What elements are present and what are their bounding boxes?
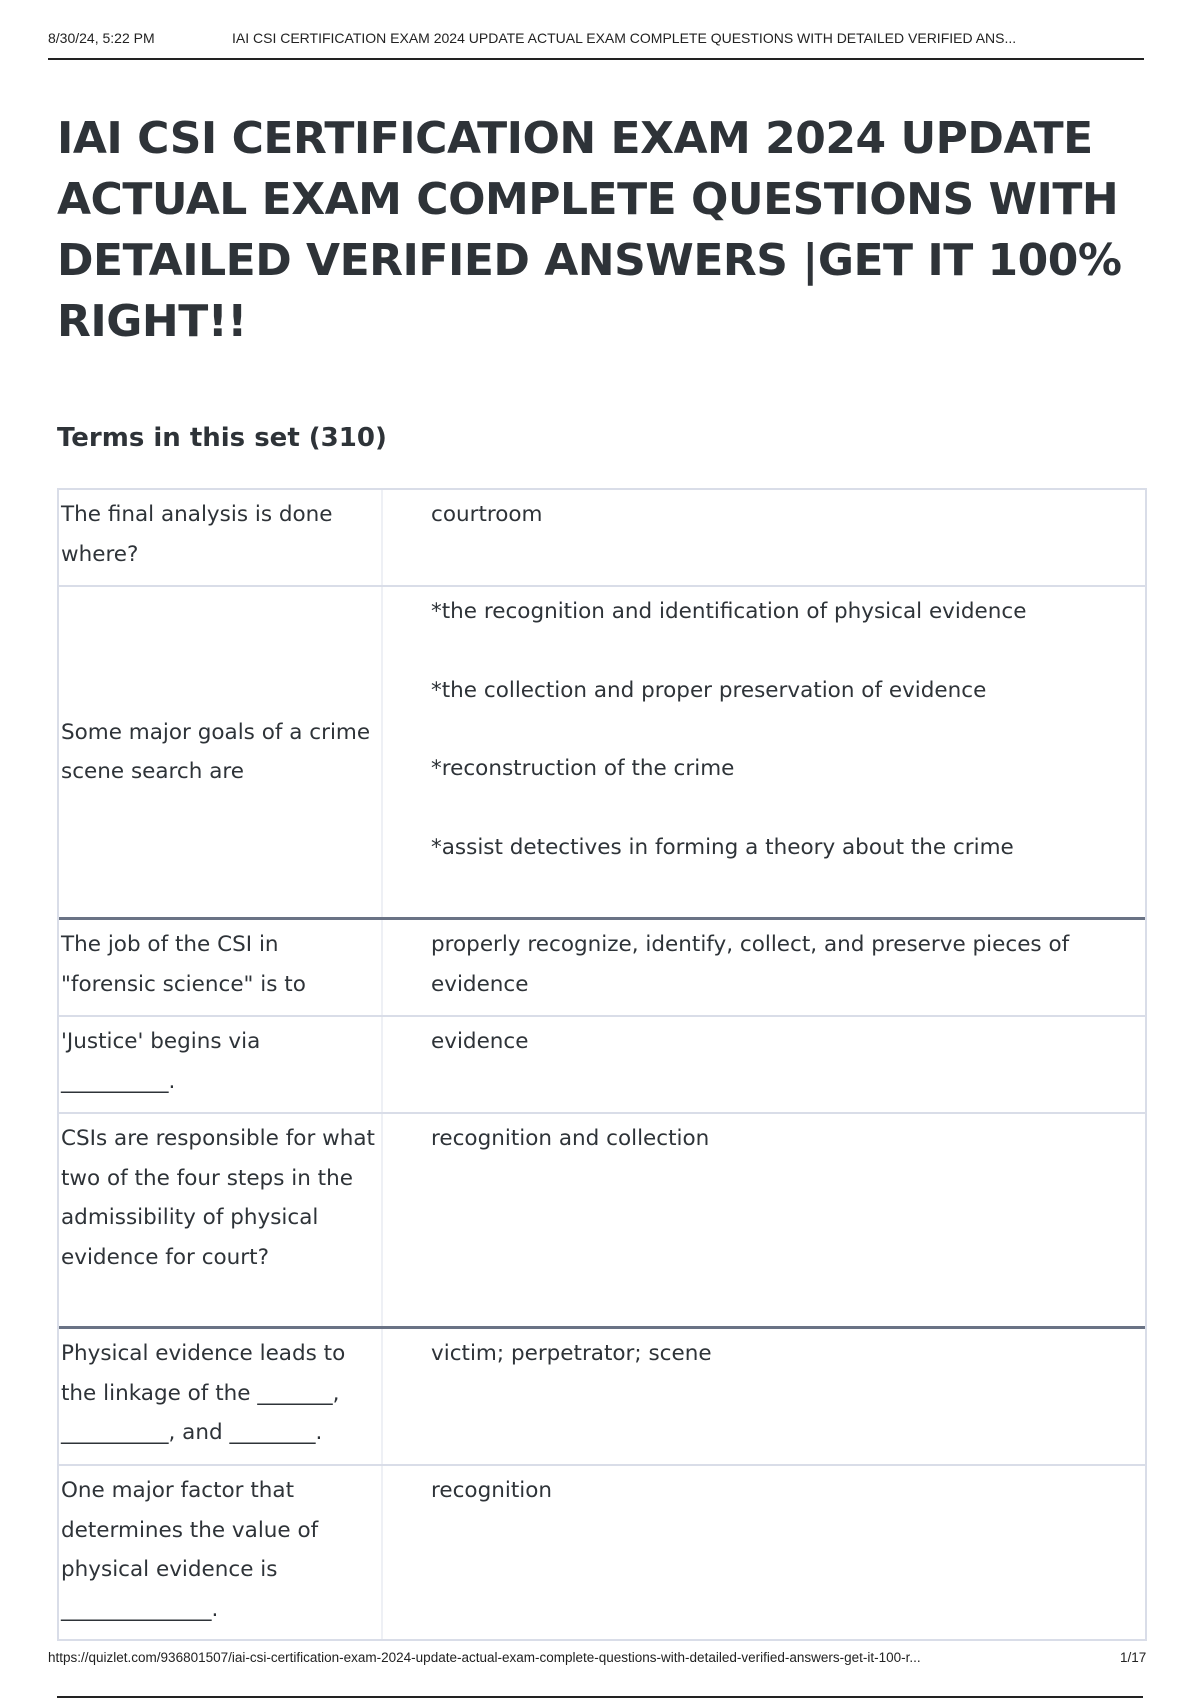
definition-text [383, 587, 1145, 917]
definition-text [383, 1466, 1145, 1639]
terms-count-heading: Terms in this set (310) [57, 423, 387, 453]
definition-text [383, 490, 1145, 585]
definition-line: properly recognize, identify, collect, and preserve pieces of evidence [431, 932, 1070, 997]
term-row [59, 1114, 1145, 1329]
page-url: https://quizlet.com/936801507/iai-csi-certification-exam-2024-update-actual-exam-complete-questions-with-detailed-verified-answers-get-it-100-r... [48, 1650, 921, 1665]
term-row [59, 1017, 1145, 1114]
definition-line: courtroom [431, 502, 543, 527]
term-row [59, 490, 1145, 587]
term-text: Some major goals of a crime scene search are [59, 587, 383, 917]
term-text: The final analysis is done where? [59, 490, 383, 585]
page-title: IAI CSI CERTIFICATION EXAM 2024 UPDATE ACTUAL EXAM COMPLETE QUESTIONS WITH DETAILED VERIFIED ANSWERS |GET IT 100% RIGHT!! [57, 113, 1122, 347]
term-text: Physical evidence leads to the linkage of the _______, __________, and ________. [59, 1329, 383, 1464]
term-row [59, 1466, 1145, 1641]
term-text: CSIs are responsible for what two of the four steps in the admissibility of physical evidence for court? [59, 1114, 383, 1326]
term-row [59, 587, 1145, 920]
bottom-divider [57, 1696, 1143, 1698]
definition-text [383, 920, 1145, 1015]
page-number: 1/17 [1120, 1650, 1147, 1665]
print-header-title: IAI CSI CERTIFICATION EXAM 2024 UPDATE ACTUAL EXAM COMPLETE QUESTIONS WITH DETAILED VERIFIED ANS... [232, 30, 1017, 46]
term-text: 'Justice' begins via __________. [59, 1017, 383, 1112]
definition-line: recognition and collection [431, 1126, 710, 1151]
term-text: The job of the CSI in "forensic science" is to [59, 920, 383, 1015]
term-row [59, 1329, 1145, 1466]
definition-text [383, 1017, 1145, 1112]
term-text: One major factor that determines the value of physical evidence is ______________. [59, 1466, 383, 1639]
terms-table [57, 488, 1147, 1641]
print-header [48, 28, 1144, 60]
definition-text [383, 1329, 1145, 1464]
definition-line: *reconstruction of the crime [431, 756, 735, 781]
print-date: 8/30/24, 5:22 PM [48, 30, 155, 46]
definition-line: evidence [431, 1029, 529, 1054]
definition-line: *the recognition and identification of physical evidence [431, 599, 1027, 624]
definition-line: *the collection and proper preservation of evidence [431, 677, 987, 703]
definition-line: recognition [431, 1478, 553, 1503]
term-row [59, 920, 1145, 1017]
definition-text [383, 1114, 1145, 1326]
definition-line: victim; perpetrator; scene [431, 1341, 712, 1366]
definition-line: *assist detectives in forming a theory about the crime [431, 834, 1014, 860]
